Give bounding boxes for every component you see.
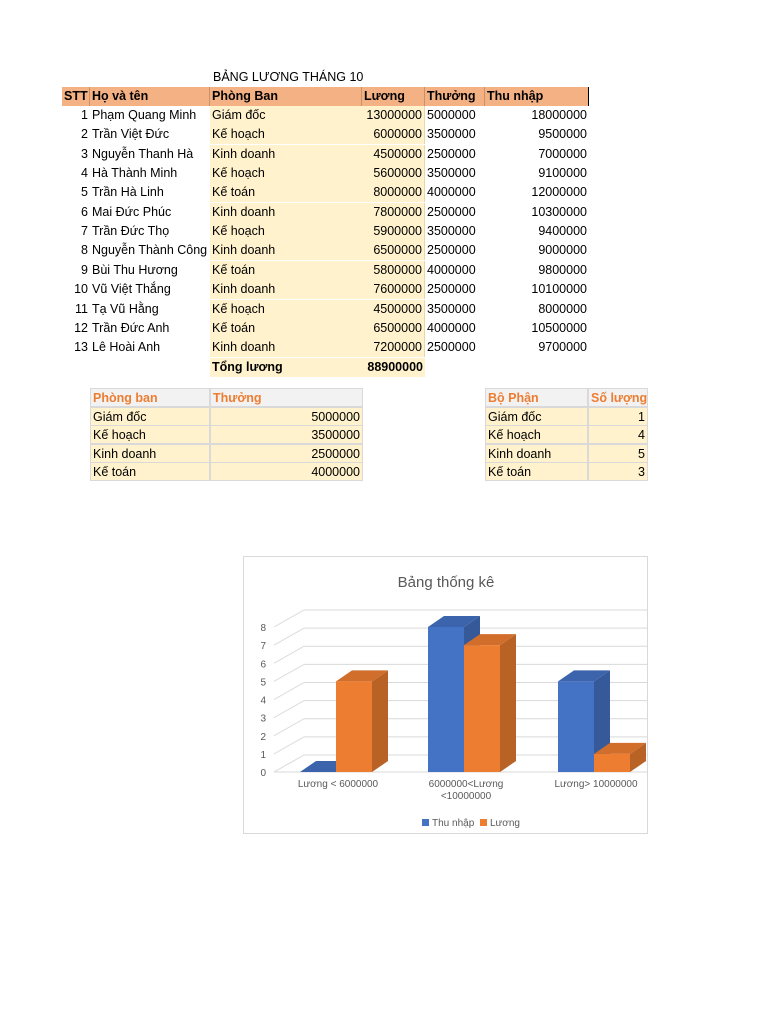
statistics-chart[interactable]	[243, 556, 648, 834]
cell-income[interactable]: 7000000	[538, 146, 587, 161]
cell-bonus[interactable]: 4000000	[427, 262, 476, 277]
y-tick-label: 5	[260, 677, 266, 689]
total-value[interactable]: 88900000	[362, 358, 425, 377]
cell-stt[interactable]: 9	[81, 262, 88, 277]
cell-salary[interactable]: 6500000	[362, 319, 425, 338]
cell-name[interactable]: Trần Đức Thọ	[92, 224, 170, 239]
cell-department[interactable]: Kinh doanh	[210, 203, 362, 222]
cell-salary[interactable]: 5900000	[362, 222, 425, 241]
gridline-side	[274, 701, 304, 718]
cell-stt[interactable]: 2	[81, 127, 88, 142]
cell-income[interactable]: 10100000	[531, 282, 587, 297]
count-value[interactable]: 1	[588, 407, 648, 426]
header-income[interactable]: Thu nhập	[485, 87, 589, 106]
cell-name[interactable]: Vũ Việt Thắng	[92, 282, 171, 297]
cell-department[interactable]: Kế toán	[210, 319, 362, 338]
y-tick-label: 1	[260, 749, 266, 761]
cell-stt[interactable]: 12	[74, 320, 88, 335]
cell-salary[interactable]: 8000000	[362, 183, 425, 202]
gridline-side	[274, 737, 304, 754]
cell-department[interactable]: Kinh doanh	[210, 145, 362, 164]
cell-name[interactable]: Lê Hoài Anh	[92, 340, 161, 355]
cell-stt[interactable]: 5	[81, 185, 88, 200]
cell-stt[interactable]: 6	[81, 204, 88, 219]
header-name[interactable]: Họ và tên	[90, 87, 210, 106]
cell-bonus[interactable]: 3500000	[427, 166, 476, 181]
cell-department[interactable]: Kế hoạch	[210, 164, 362, 183]
count-header-0[interactable]: Bộ Phận	[485, 388, 588, 407]
cell-name[interactable]: Tạ Vũ Hằng	[92, 301, 159, 316]
legend-label: Thu nhập	[432, 818, 475, 829]
cell-stt[interactable]: 3	[81, 146, 88, 161]
gridline-side	[274, 719, 304, 736]
header-department[interactable]: Phòng Ban	[210, 87, 362, 106]
cell-salary[interactable]: 4500000	[362, 300, 425, 319]
y-tick-label: 7	[260, 641, 266, 653]
bar-side	[372, 670, 388, 772]
header-salary[interactable]: Lương	[362, 87, 425, 106]
cell-salary[interactable]: 5800000	[362, 261, 425, 280]
cell-name[interactable]: Trần Đức Anh	[92, 320, 170, 335]
gridline-side	[274, 610, 304, 627]
count-value[interactable]: 4	[588, 425, 648, 444]
bonus-value[interactable]: 4000000	[210, 462, 363, 481]
cell-bonus[interactable]: 2500000	[427, 340, 476, 355]
bar-luong	[336, 681, 372, 772]
cell-bonus[interactable]: 3500000	[427, 127, 476, 142]
y-tick-label: 3	[260, 713, 266, 725]
bar-luong	[594, 754, 630, 772]
count-dept[interactable]: Giám đốc	[485, 407, 588, 426]
cell-bonus[interactable]: 2500000	[427, 282, 476, 297]
cell-income[interactable]: 9000000	[538, 243, 587, 258]
cell-department[interactable]: Giám đốc	[210, 106, 362, 125]
bonus-header-0[interactable]: Phòng ban	[90, 388, 210, 407]
y-tick-label: 0	[260, 768, 266, 779]
cell-bonus[interactable]: 2500000	[427, 146, 476, 161]
bonus-dept[interactable]: Kế hoạch	[90, 425, 210, 444]
cell-name[interactable]: Phạm Quang Minh	[92, 108, 197, 122]
bonus-value[interactable]: 2500000	[210, 444, 363, 463]
gridline-side	[274, 628, 304, 645]
count-dept[interactable]: Kinh doanh	[485, 444, 588, 463]
cell-income[interactable]: 12000000	[531, 185, 587, 200]
gridline-side	[274, 755, 304, 772]
cell-name[interactable]: Nguyễn Thanh Hà	[92, 146, 194, 161]
cell-stt[interactable]: 4	[81, 166, 88, 181]
cell-department[interactable]: Kế hoạch	[210, 222, 362, 241]
legend-swatch	[480, 819, 487, 826]
cell-name[interactable]: Hà Thành Minh	[92, 166, 178, 181]
bar-luong	[464, 645, 500, 772]
y-tick-label: 6	[260, 659, 266, 671]
chart-svg	[244, 557, 647, 833]
cell-bonus[interactable]: 3500000	[427, 224, 476, 239]
cell-income[interactable]: 10300000	[531, 204, 587, 219]
cell-income[interactable]: 9800000	[538, 262, 587, 277]
cell-name[interactable]: Nguyễn Thành Công	[92, 243, 208, 258]
cell-department[interactable]: Kinh doanh	[210, 338, 362, 357]
bonus-dept[interactable]: Kinh doanh	[90, 444, 210, 463]
bonus-value[interactable]: 3500000	[210, 425, 363, 444]
bar-side	[500, 634, 516, 772]
cell-department[interactable]: Kinh doanh	[210, 241, 362, 260]
cell-name[interactable]: Trần Việt Đức	[92, 127, 170, 142]
y-tick-label: 4	[260, 695, 266, 707]
cell-bonus[interactable]: 2500000	[427, 243, 476, 258]
count-value[interactable]: 5	[588, 444, 648, 463]
cell-salary[interactable]: 4500000	[362, 145, 425, 164]
x-tick-label: <10000000	[440, 791, 492, 802]
cell-department[interactable]: Kế toán	[210, 183, 362, 202]
y-tick-label: 2	[260, 731, 266, 743]
cell-salary[interactable]: 7600000	[362, 280, 425, 299]
legend-label: Lương	[490, 818, 520, 829]
cell-salary[interactable]: 7800000	[362, 203, 425, 222]
gridline-side	[274, 664, 304, 681]
x-tick-label: 6000000<Lương	[428, 779, 504, 790]
bar-thu-nhap	[558, 681, 594, 772]
total-label[interactable]: Tổng lương	[210, 358, 362, 377]
cell-stt[interactable]: 10	[74, 282, 88, 297]
y-tick-label: 8	[260, 623, 266, 634]
cell-bonus[interactable]: 3500000	[427, 301, 476, 316]
cell-department[interactable]: Kinh doanh	[210, 280, 362, 299]
cell-income[interactable]: 9100000	[538, 166, 587, 181]
count-header-1[interactable]: Số lượng	[588, 388, 648, 407]
cell-income[interactable]: 9700000	[538, 340, 587, 355]
cell-salary[interactable]: 13000000	[362, 106, 425, 125]
cell-income[interactable]: 9400000	[538, 224, 587, 239]
x-tick-label: Lương < 6000000	[297, 779, 379, 790]
cell-salary[interactable]: 6500000	[362, 241, 425, 260]
cell-income[interactable]: 18000000	[531, 108, 587, 122]
count-dept[interactable]: Kế hoạch	[485, 425, 588, 444]
gridline-side	[274, 646, 304, 663]
cell-department[interactable]: Kế hoạch	[210, 300, 362, 319]
cell-bonus[interactable]: 4000000	[427, 185, 476, 200]
header-bonus[interactable]: Thưởng	[425, 87, 485, 106]
cell-stt[interactable]: 7	[81, 224, 88, 239]
cell-income[interactable]: 9500000	[538, 127, 587, 142]
cell-income[interactable]: 10500000	[531, 320, 587, 335]
cell-income[interactable]: 8000000	[538, 301, 587, 316]
chart-title: Bảng thống kê	[397, 574, 495, 591]
sheet-title: BẢNG LƯƠNG THÁNG 10	[213, 70, 364, 84]
cell-stt[interactable]: 13	[74, 340, 88, 355]
cell-salary[interactable]: 6000000	[362, 125, 425, 144]
count-value[interactable]: 3	[588, 462, 648, 481]
x-tick-label: Lương> 10000000	[554, 779, 638, 790]
bonus-dept[interactable]: Kế toán	[90, 462, 210, 481]
cell-stt[interactable]: 1	[81, 108, 88, 122]
cell-bonus[interactable]: 5000000	[427, 108, 476, 122]
cell-stt[interactable]: 11	[75, 301, 88, 316]
gridline-side	[274, 683, 304, 700]
cell-salary[interactable]: 5600000	[362, 164, 425, 183]
count-dept[interactable]: Kế toán	[485, 462, 588, 481]
cell-name[interactable]: Mai Đức Phúc	[92, 204, 172, 219]
cell-bonus[interactable]: 2500000	[427, 204, 476, 219]
cell-name[interactable]: Trần Hà Linh	[92, 185, 164, 200]
cell-bonus[interactable]: 4000000	[427, 320, 476, 335]
cell-salary[interactable]: 7200000	[362, 338, 425, 357]
bonus-dept[interactable]: Giám đốc	[90, 407, 210, 426]
bonus-header-1[interactable]: Thưởng	[210, 388, 363, 407]
bonus-value[interactable]: 5000000	[210, 407, 363, 426]
cell-department[interactable]: Kế hoạch	[210, 125, 362, 144]
cell-name[interactable]: Bùi Thu Hương	[92, 262, 178, 277]
bar-thu-nhap	[428, 627, 464, 772]
legend-swatch	[422, 819, 429, 826]
cell-department[interactable]: Kế toán	[210, 261, 362, 280]
cell-stt[interactable]: 8	[81, 243, 88, 258]
header-stt[interactable]: STT	[62, 87, 90, 106]
